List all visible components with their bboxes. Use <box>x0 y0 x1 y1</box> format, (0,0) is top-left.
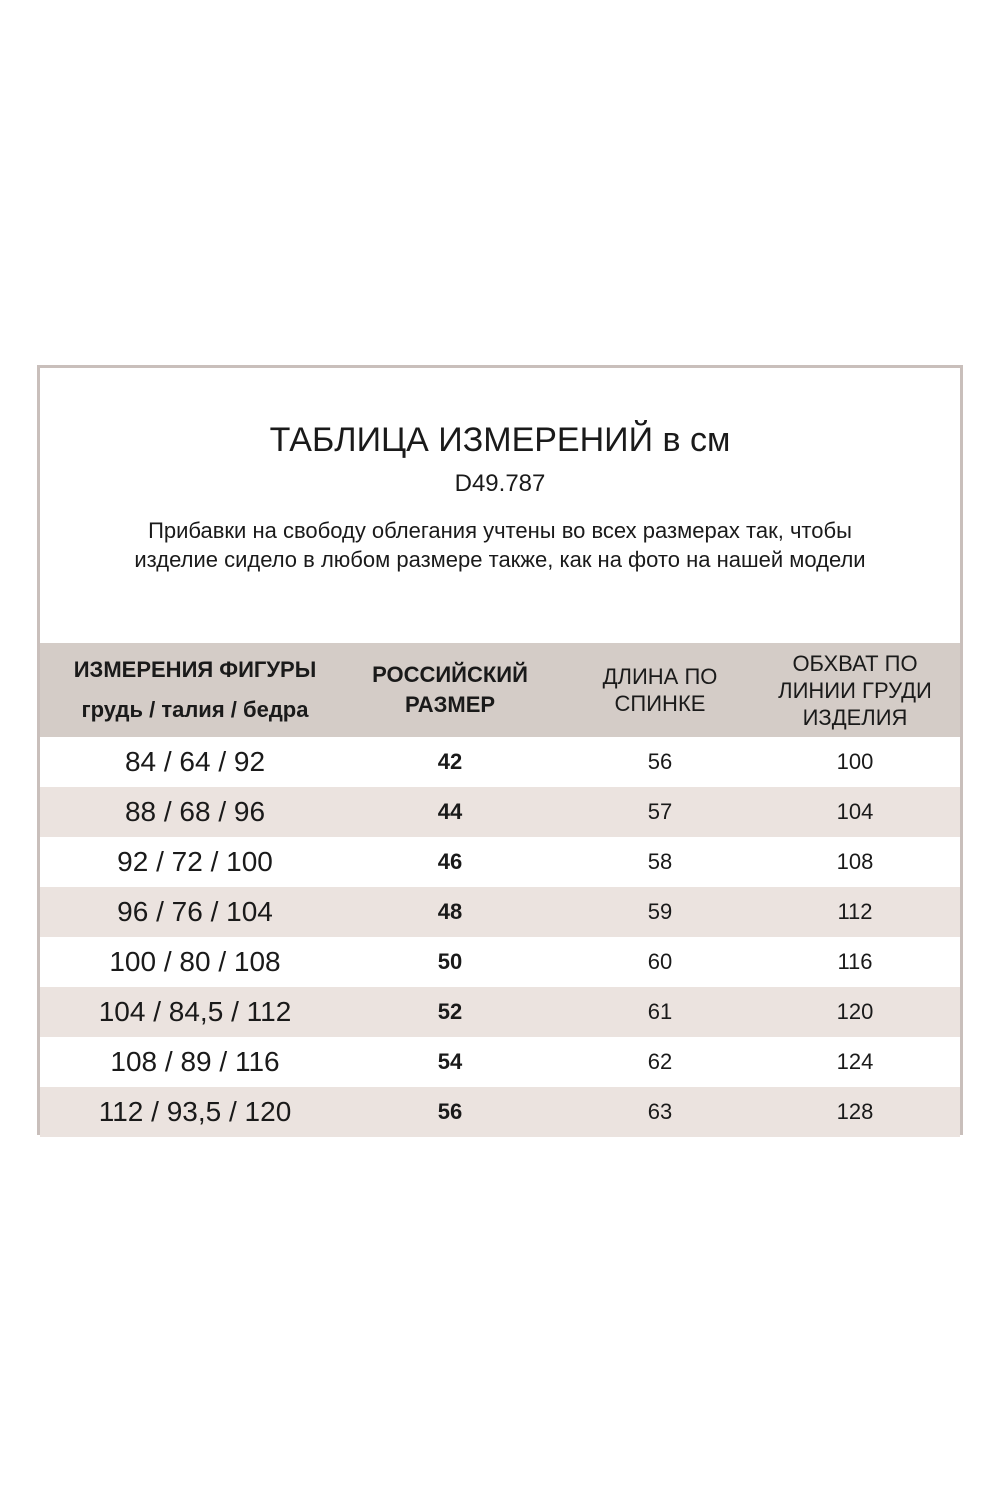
cell-size: 46 <box>437 849 463 874</box>
cell-length: 59 <box>647 899 673 924</box>
table-row <box>40 987 960 1037</box>
cell-chest: 104 <box>836 799 874 824</box>
fit-note <box>40 516 960 574</box>
fit-note-line-1: Прибавки на свободу облегания учтены во всех размерах так, чтобы <box>148 518 852 543</box>
column-header-figure-sub: грудь / талия / бедра <box>81 697 309 722</box>
column-header-length-line-2: СПИНКЕ <box>614 691 706 716</box>
cell-size: 52 <box>437 999 463 1024</box>
table-row <box>40 887 960 937</box>
column-header-figure <box>40 643 350 737</box>
cell-size: 48 <box>437 899 463 924</box>
cell-chest: 120 <box>836 999 874 1024</box>
table-row <box>40 737 960 787</box>
column-header-chest-line-2: ЛИНИИ ГРУДИ <box>778 677 932 703</box>
column-header-chest-line-3: ИЗДЕЛИЯ <box>802 704 908 730</box>
cell-size: 44 <box>437 799 463 824</box>
column-header-size-line-1: РОССИЙСКИЙ <box>372 662 528 687</box>
table-row <box>40 937 960 987</box>
cell-chest: 108 <box>836 849 874 874</box>
cell-length: 56 <box>647 749 673 774</box>
column-header-size-line-2: РАЗМЕР <box>404 692 496 717</box>
column-header-length <box>550 643 770 737</box>
cell-length: 57 <box>647 799 673 824</box>
cell-length: 58 <box>647 849 673 874</box>
column-header-length-line-1: ДЛИНА ПО <box>602 664 718 689</box>
cell-length: 62 <box>647 1049 673 1074</box>
cell-size: 54 <box>437 1049 463 1074</box>
size-table <box>40 643 960 1137</box>
cell-length: 61 <box>647 999 673 1024</box>
cell-chest: 112 <box>837 899 873 924</box>
column-header-chest-line-1: ОБХВАТ ПО <box>792 650 918 676</box>
table-row <box>40 1087 960 1137</box>
product-code: D49.787 <box>454 470 546 497</box>
cell-figure: 112 / 93,5 / 120 <box>98 1096 292 1127</box>
cell-length: 60 <box>647 949 673 974</box>
cell-chest: 128 <box>836 1099 874 1124</box>
column-header-chest <box>760 643 950 737</box>
table-row <box>40 1037 960 1087</box>
cell-figure: 100 / 80 / 108 <box>109 946 281 977</box>
cell-chest: 100 <box>836 749 874 774</box>
cell-chest: 116 <box>837 949 873 974</box>
column-header-size <box>350 643 550 737</box>
cell-length: 63 <box>647 1099 673 1124</box>
cell-chest: 124 <box>836 1049 874 1074</box>
column-header-figure-title: ИЗМЕРЕНИЯ ФИГУРЫ <box>73 657 317 682</box>
cell-figure: 88 / 68 / 96 <box>124 796 266 827</box>
cell-size: 56 <box>437 1099 463 1124</box>
table-row <box>40 787 960 837</box>
fit-note-line-2: изделие сидело в любом размере также, как на фото на нашей модели <box>134 547 866 572</box>
table-row <box>40 837 960 887</box>
chart-title: ТАБЛИЦА ИЗМЕРЕНИЙ в см <box>269 421 731 459</box>
cell-figure: 104 / 84,5 / 112 <box>98 996 292 1027</box>
size-chart-card <box>37 365 963 1135</box>
cell-figure: 92 / 72 / 100 <box>117 846 273 877</box>
cell-figure: 84 / 64 / 92 <box>124 746 266 777</box>
cell-size: 50 <box>437 949 463 974</box>
table-header <box>40 643 960 737</box>
cell-size: 42 <box>437 749 463 774</box>
cell-figure: 108 / 89 / 116 <box>110 1046 280 1077</box>
cell-figure: 96 / 76 / 104 <box>117 896 273 927</box>
